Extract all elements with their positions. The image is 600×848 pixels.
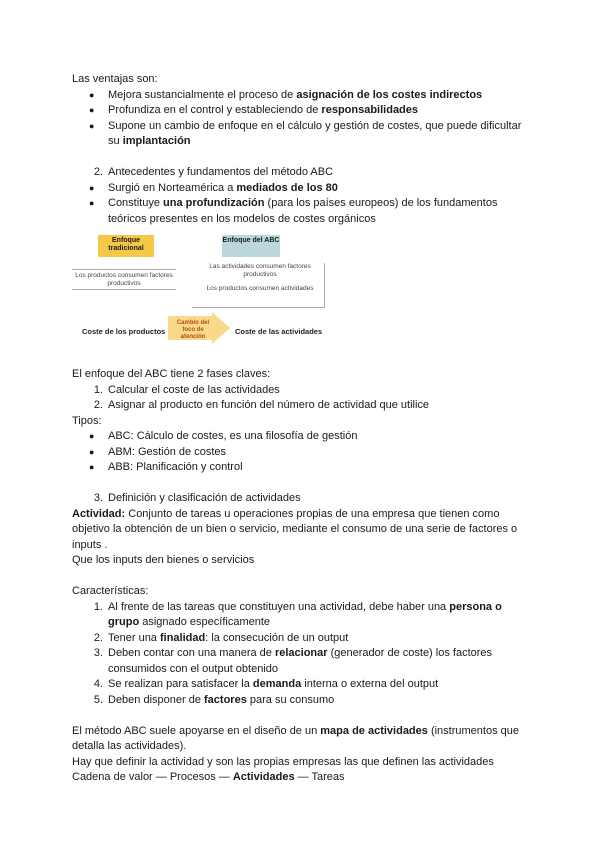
ventajas-intro: Las ventajas son: [72,73,158,85]
document-page [72,72,532,786]
abc-note-1: Las actividades consumen factores productivos [209,263,311,278]
abc-note-2: Los productos consumen actividades [206,285,314,292]
list-item: 1. Al frente de las tareas que constituyen una actividad, debe haber una persona o grupo asignado específicamente [93,600,502,628]
abc-diagram [72,229,532,359]
bullet-icon: ● [89,198,95,208]
bullet-icon: ● [89,462,95,472]
list-item: 4. Se realizan para satisfacer la demanda interna o externa del output [93,678,439,690]
fases-intro: El enfoque del ABC tiene 2 fases claves: [72,368,271,380]
section-heading: 2. Antecedentes y fundamentos del método ABC [93,166,334,178]
bullet-icon: ● [89,89,95,100]
bullet-icon: ● [89,182,95,193]
list-item: ● Surgió en Norteamérica a mediados de los 80 [72,181,532,197]
list-item: ● Mejora sustancialmente el proceso de asignación de los costes indirectos [72,88,532,104]
definir-actividad-paragraph: Hay que definir la actividad y son las propias empresas las que definen las actividades [72,755,494,768]
ventajas-list [72,88,532,150]
coste-actividades-label: Coste de las actividades [235,327,323,336]
actividad-definition: Actividad: Conjunto de tareas u operaciones propias de una empresa que tienen como objetivo la obtención de un bien o servicio, mediante el consumo de una serie de factores o inputs . [72,507,518,551]
list-item: ● Supone un cambio de enfoque en el cálculo y gestión de costes, que puede dificultar su implantación [89,119,522,147]
mapa-actividades-paragraph: El método ABC suele apoyarse en el diseño de un mapa de actividades (instrumentos que detalla las actividades). [72,724,519,752]
list-item: ● ABB: Planificación y control [72,460,532,476]
caracteristicas-label: Características: [72,585,149,597]
bullet-icon: ● [89,105,95,115]
list-item: ● ABM: Gestión de costes [72,445,532,461]
cadena-valor-paragraph: Cadena de valor — Procesos — Actividades — Tareas [72,771,345,783]
list-item: ● Constituye una profundización (para los países europeos) de los fundamentos teóricos presentes en los modelos de costes orgánicos [89,197,498,225]
list-item: 2. Asignar al producto en función del número de actividad que utilice [93,399,430,411]
list-item: ● ABC: Cálculo de costes, es una filosofía de gestión [72,429,532,445]
bullet-icon: ● [89,120,95,131]
list-item: ● Profundiza en el control y estableciendo de responsabilidades [72,103,532,119]
section2-list [72,181,532,228]
fases-list [72,383,532,414]
bullet-icon: ● [89,446,95,457]
coste-productos-label: Coste de los productos [82,327,166,336]
traditional-box: Enfoque tradicional [98,235,154,257]
tipos-label: Tipos: [72,414,102,427]
caracteristicas-list [72,600,532,709]
tipos-list [72,429,532,476]
bullet-icon: ● [89,431,95,441]
section-heading: 3. Definición y clasificación de actividades [93,492,301,504]
list-item: 3. Deben contar con una manera de relacionar (generador de coste) los factores consumidos con el output obtenido [93,647,493,675]
cambio-label: Cambio del foco de atención [176,320,210,340]
list-item: 5. Deben disponer de factores para su consumo [93,693,335,706]
list-item: 2. Tener una finalidad: la consecución de un output [93,631,349,644]
inputs-note: Que los inputs den bienes o servicios [72,554,255,566]
abc-box: Enfoque del ABC [222,235,280,257]
list-item: 1. Calcular el coste de las actividades [93,383,280,396]
traditional-note: Los productos consumen factores productivos [72,269,176,290]
